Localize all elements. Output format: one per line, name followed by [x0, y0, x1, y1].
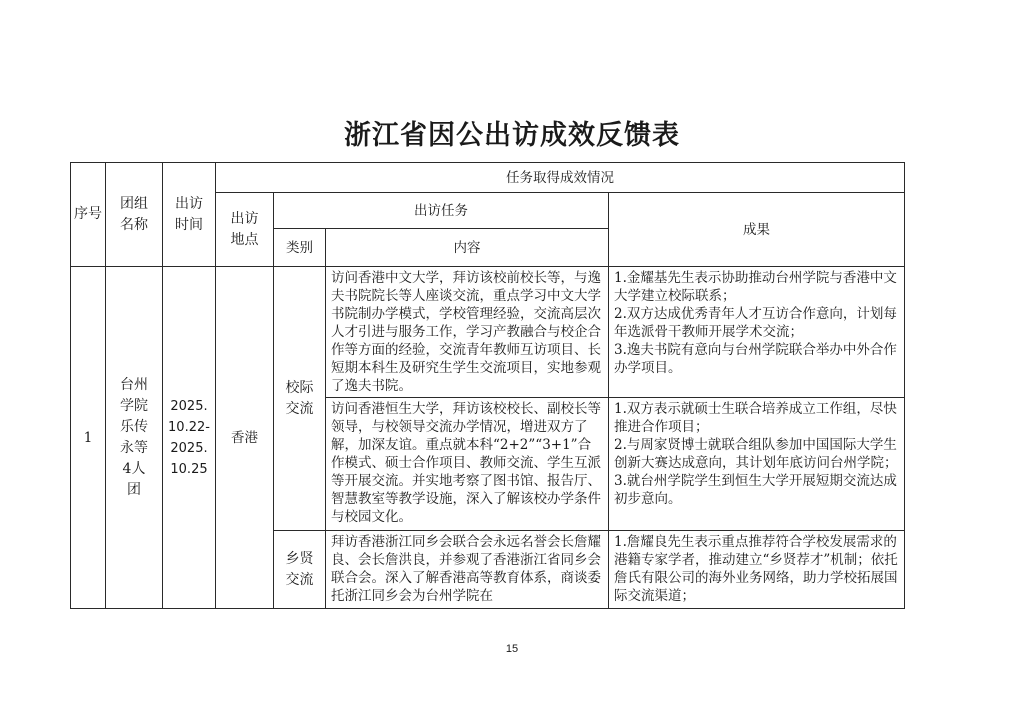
header-achievement: 任务取得成效情况 — [216, 163, 905, 193]
row-group: 台州学院乐传永等4人团 — [106, 267, 163, 609]
page-title: 浙江省因公出访成效反馈表 — [344, 120, 680, 151]
header-location: 出访地点 — [216, 193, 274, 267]
row-seq: 1 — [71, 267, 106, 609]
row-content-2: 访问香港恒生大学，拜访该校校长、副校长等领导，与校领导交流办学情况，增进双方了解，加深友谊。重点就本科“2+2”“3+1”合作模式、硕士合作项目、教师交流、学生互派等开展交流。并实地考察了图书馆、报告厅、智慧教室等教学设施，深入了解该校办学条件与校园文化。 — [326, 398, 609, 531]
header-seq: 序号 — [71, 163, 106, 267]
row-location: 香港 — [216, 267, 274, 609]
row-category-1: 校际交流 — [274, 267, 326, 531]
row-result-2: 1.双方表示就硕士生联合培养成立工作组，尽快推进合作项目； 2.与周家贤博士就联合组队参加中国国际大学生创新大赛达成意向，其计划年底访问台州学院； 3.就台州学院学生到恒生大学开展短期交流达成初步意向。 — [609, 398, 905, 531]
row-result-1: 1.金耀基先生表示协助推动台州学院与香港中文大学建立校际联系； 2.双方达成优秀青年人才互访合作意向，计划每年选派骨干教师开展学术交流； 3.逸夫书院有意向与台州学院联合举办中外合作办学项目。 — [609, 267, 905, 398]
row-content-3: 拜访香港浙江同乡会联合会永远名誉会长詹耀良、会长詹洪良，并参观了香港浙江省同乡会联合会。深入了解香港高等教育体系，商谈委托浙江同乡会为台州学院在 — [326, 531, 609, 609]
page-number: 15 — [505, 643, 519, 655]
row-time: 2025.10.22-2025.10.25 — [163, 267, 216, 609]
header-group: 团组名称 — [106, 163, 163, 267]
header-result: 成果 — [609, 193, 905, 267]
header-content: 内容 — [326, 229, 609, 267]
header-task: 出访任务 — [274, 193, 609, 229]
row-content-1: 访问香港中文大学，拜访该校前校长等，与逸夫书院院长等人座谈交流，重点学习中文大学书院制办学模式，学校管理经验，交流高层次人才引进与服务工作，学习产教融合与校企合作等方面的经验，交流青年教师互访项目、长短期本科生及研究生学生交流项目，实地参观了逸夫书院。 — [326, 267, 609, 398]
row-category-2: 乡贤交流 — [274, 531, 326, 609]
table-row — [71, 267, 905, 398]
header-time: 出访时间 — [163, 163, 216, 267]
row-result-3: 1.詹耀良先生表示重点推荐符合学校发展需求的港籍专家学者，推动建立“乡贤荐才”机制；依托詹氏有限公司的海外业务网络，助力学校拓展国际交流渠道； — [609, 531, 905, 609]
feedback-table — [70, 162, 905, 609]
header-category: 类别 — [274, 229, 326, 267]
header-row-1 — [71, 163, 905, 193]
